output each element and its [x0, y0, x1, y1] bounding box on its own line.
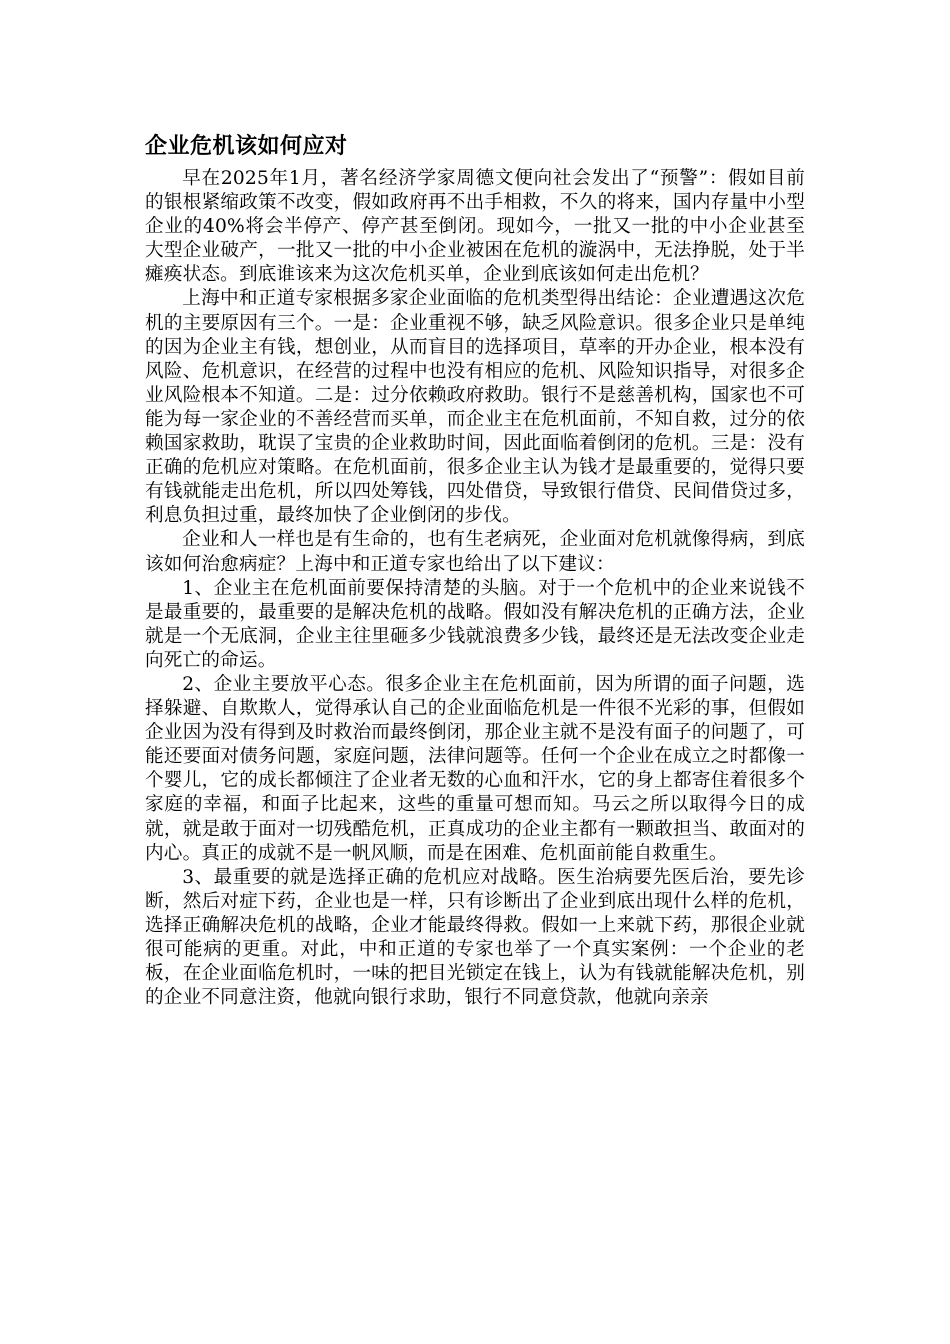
paragraph-advice-intro: 企业和人一样也是有生命的，也有生老病死，企业面对危机就像得病，到底该如何治愈病症？上海中和正道专家也给出了以下建议： [145, 529, 805, 575]
paragraph-intro: 早在2025年1月，著名经济学家周德文便向社会发出了“预警”：假如目前的银根紧缩政策不改变，假如政府再不出手相救，不久的将来，国内存量中小型企业的40%将会半停产、停产甚至倒闭。现如今，一批又一批的中小企业甚至大型企业破产，一批又一批的中小企业被困在危机的漩涡中，无法挣脱，处于半瘫痪状态。到底谁该来为这次危机买单，企业到底该如何走出危机？ [145, 168, 805, 286]
document-page [145, 131, 805, 1010]
paragraph-advice-1: 1、企业主在危机面前要保持清楚的头脑。对于一个危机中的企业来说钱不是最重要的，最重要的是解决危机的战略。假如没有解决危机的正确方法，企业就是一个无底洞，企业主往里砸多少钱就浪费多少钱，最终还是无法改变企业走向死亡的命运。 [145, 577, 805, 671]
paragraph-advice-2: 2、企业主要放平心态。很多企业主在危机面前，因为所谓的面子问题，选择躲避、自欺欺人，觉得承认自己的企业面临危机是一件很不光彩的事，但假如企业因为没有得到及时救治而最终倒闭，那企业主就不是没有面子的问题了，可能还要面对债务问题，家庭问题，法律问题等。任何一个企业在成立之时都像一个婴儿，它的成长都倾注了企业者无数的心血和汗水，它的身上都寄住着很多个家庭的幸福，和面子比起来，这些的重量可想而知。马云之所以取得今日的成就，就是敢于面对一切残酷危机，正真成功的企业主都有一颗敢担当、敢面对的内心。真正的成就不是一帆风顺，而是在困难、危机面前能自救重生。 [145, 673, 805, 864]
document-title: 企业危机该如何应对 [145, 134, 348, 159]
paragraph-causes: 上海中和正道专家根据多家企业面临的危机类型得出结论：企业遭遇这次危机的主要原因有三个。一是：企业重视不够，缺乏风险意识。很多企业只是单纯的因为企业主有钱，想创业，从而盲目的选择项目，草率的开办企业，根本没有风险、危机意识，在经营的过程中也没有相应的危机、风险知识指导，对很多企业风险根本不知道。二是：过分依赖政府救助。银行不是慈善机构，国家也不可能为每一家企业的不善经营而买单，而企业主在危机面前，不知自救，过分的依赖国家救助，耽误了宝贵的企业救助时间，因此面临着倒闭的危机。三是：没有正确的危机应对策略。在危机面前，很多企业主认为钱才是最重要的，觉得只要有钱就能走出危机，所以四处筹钱，四处借贷，导致银行借贷、民间借贷过多，利息负担过重，最终加快了企业倒闭的步伐。 [145, 288, 805, 527]
paragraph-advice-3: 3、最重要的就是选择正确的危机应对战略。医生治病要先医后治，要先诊断，然后对症下药，企业也是一样，只有诊断出了企业到底出现什么样的危机，选择正确解决危机的战略，企业才能最终得救。假如一上来就下药，那很企业就很可能病的更重。对此，中和正道的专家也举了一个真实案例：一个企业的老板，在企业面临危机时，一味的把目光锁定在钱上，认为有钱就能解决危机，别的企业不同意注资，他就向银行求助，银行不同意贷款，他就向亲亲 [145, 866, 805, 1009]
